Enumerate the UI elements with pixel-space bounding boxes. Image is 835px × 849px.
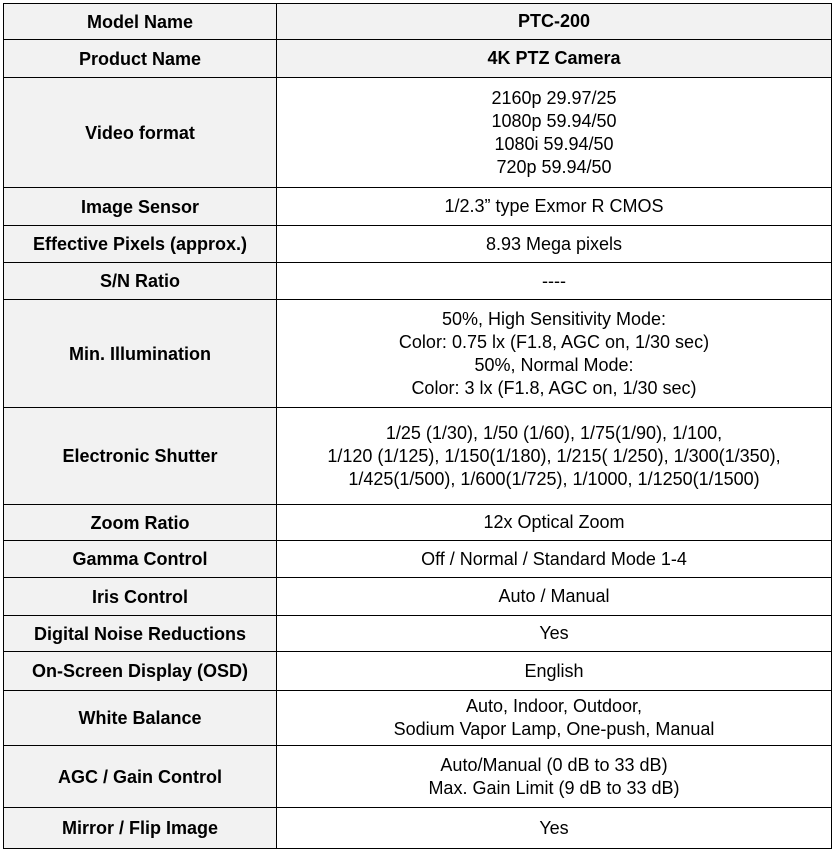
spec-row <box>4 188 832 226</box>
spec-value <box>277 188 832 226</box>
spec-value-line: 1080p 59.94/50 <box>491 110 617 131</box>
spec-value-line: Color: 0.75 lx (F1.8, AGC on, 1/30 sec) <box>398 331 710 352</box>
spec-value <box>277 4 832 40</box>
spec-label: Min. Illumination <box>4 300 277 408</box>
spec-row <box>4 4 832 40</box>
spec-value-line: 1/425(1/500), 1/600(1/725), 1/1000, 1/1250(1/1500) <box>348 468 760 489</box>
spec-label: Image Sensor <box>4 188 277 226</box>
spec-label: Effective Pixels (approx.) <box>4 226 277 263</box>
spec-value-line: 4K PTZ Camera <box>487 48 621 68</box>
spec-label: White Balance <box>4 691 277 746</box>
spec-label: AGC / Gain Control <box>4 746 277 808</box>
spec-value <box>277 40 832 78</box>
spec-value <box>277 616 832 652</box>
spec-row <box>4 578 832 616</box>
spec-value-line: Max. Gain Limit (9 dB to 33 dB) <box>428 777 680 798</box>
spec-value-line: Yes <box>539 817 569 838</box>
spec-value-line: 50%, High Sensitivity Mode: <box>441 308 667 329</box>
spec-row <box>4 505 832 541</box>
spec-value <box>277 746 832 808</box>
spec-row <box>4 652 832 691</box>
spec-value <box>277 226 832 263</box>
spec-value <box>277 78 832 188</box>
spec-value-line: Off / Normal / Standard Mode 1-4 <box>421 548 687 569</box>
spec-value <box>277 541 832 578</box>
spec-value-line: 8.93 Mega pixels <box>485 233 623 254</box>
spec-value-line: 2160p 29.97/25 <box>491 87 617 108</box>
spec-row <box>4 226 832 263</box>
spec-value-line: English <box>524 660 584 681</box>
spec-value-line: 1080i 59.94/50 <box>494 133 614 154</box>
spec-table-body <box>4 4 832 849</box>
spec-value-line: Auto, Indoor, Outdoor, <box>465 696 643 716</box>
spec-value-line: ---- <box>542 270 566 291</box>
spec-value <box>277 652 832 691</box>
spec-row <box>4 616 832 652</box>
spec-value <box>277 505 832 541</box>
spec-label: Zoom Ratio <box>4 505 277 541</box>
spec-value-line: 1/120 (1/125), 1/150(1/180), 1/215( 1/250), 1/300(1/350), <box>327 445 781 466</box>
spec-row <box>4 746 832 808</box>
spec-label: Iris Control <box>4 578 277 616</box>
spec-value <box>277 808 832 849</box>
spec-row <box>4 541 832 578</box>
spec-label: Mirror / Flip Image <box>4 808 277 849</box>
spec-value-line: Color: 3 lx (F1.8, AGC on, 1/30 sec) <box>411 377 697 398</box>
spec-row <box>4 808 832 849</box>
spec-label: Electronic Shutter <box>4 408 277 505</box>
spec-value-line: 1/25 (1/30), 1/50 (1/60), 1/75(1/90), 1/100, <box>385 422 723 443</box>
spec-label: On-Screen Display (OSD) <box>4 652 277 691</box>
spec-table <box>3 3 832 849</box>
spec-value-line: 1/2.3” type Exmor R CMOS <box>444 196 664 216</box>
spec-value-line: Yes <box>539 623 569 643</box>
spec-value-line: 720p 59.94/50 <box>496 156 612 177</box>
spec-value <box>277 578 832 616</box>
spec-label: Gamma Control <box>4 541 277 578</box>
spec-label: Digital Noise Reductions <box>4 616 277 652</box>
spec-row <box>4 78 832 188</box>
spec-value-line: PTC-200 <box>517 11 591 31</box>
spec-row <box>4 300 832 408</box>
spec-value-line: Auto/Manual (0 dB to 33 dB) <box>440 754 668 775</box>
spec-value-line: 50%, Normal Mode: <box>474 354 634 375</box>
spec-label: Video format <box>4 78 277 188</box>
spec-value <box>277 691 832 746</box>
spec-label: Product Name <box>4 40 277 78</box>
spec-row <box>4 263 832 300</box>
spec-row <box>4 691 832 746</box>
spec-value-line: Auto / Manual <box>498 586 610 606</box>
spec-label: Model Name <box>4 4 277 40</box>
spec-value <box>277 408 832 505</box>
spec-value-line: 12x Optical Zoom <box>483 512 625 532</box>
spec-row <box>4 408 832 505</box>
spec-value-line: Sodium Vapor Lamp, One-push, Manual <box>393 719 715 739</box>
spec-value <box>277 300 832 408</box>
spec-label: S/N Ratio <box>4 263 277 300</box>
spec-row <box>4 40 832 78</box>
spec-value <box>277 263 832 300</box>
